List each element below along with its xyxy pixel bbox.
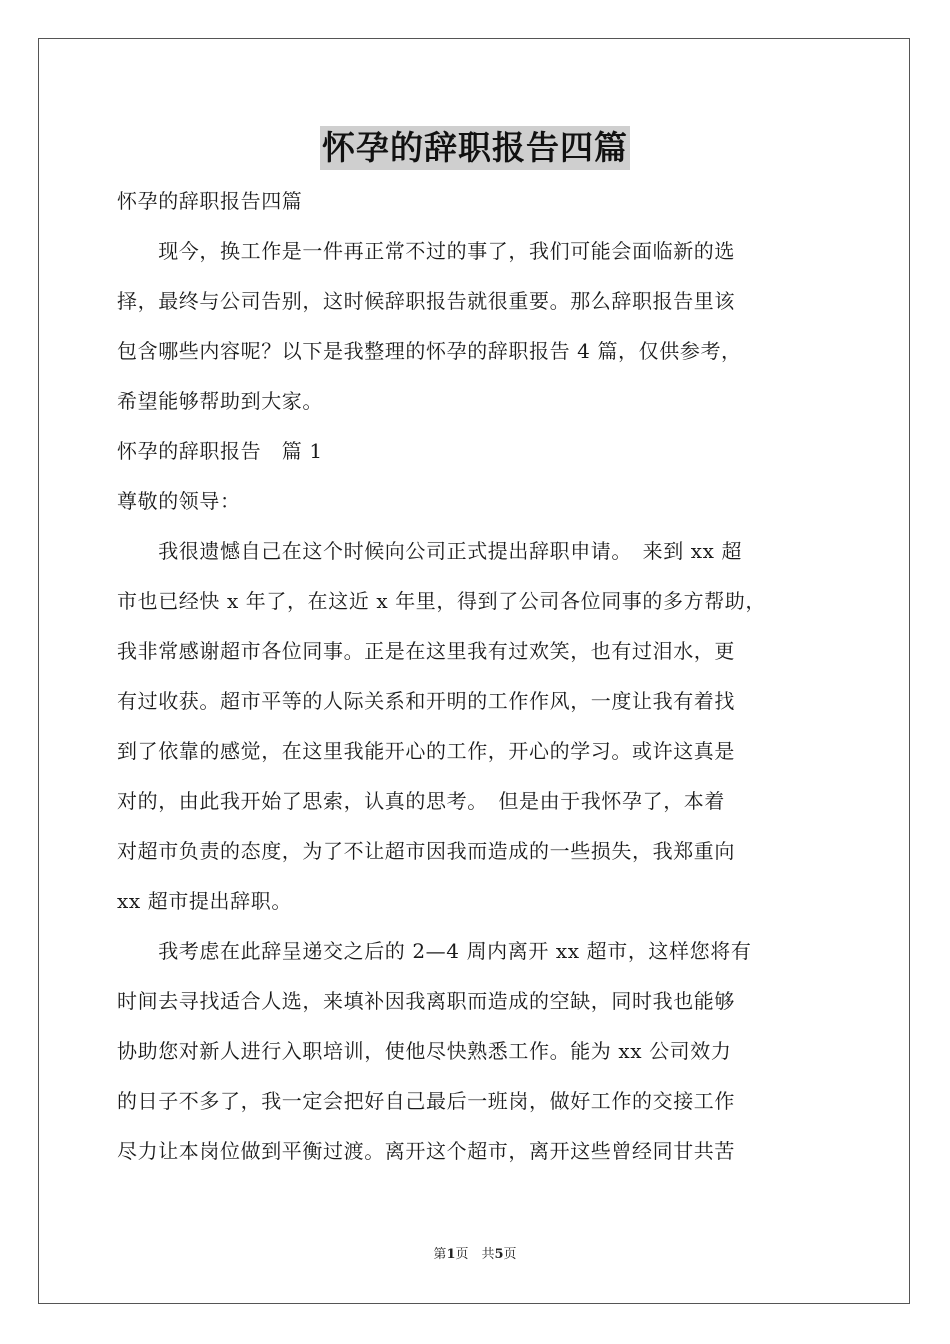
- page-current: 1: [446, 1247, 456, 1262]
- body-line: 现今，换工作是一件再正常不过的事了，我们可能会面临新的选: [117, 239, 735, 263]
- salutation: 尊敬的领导：: [117, 489, 241, 513]
- body-line: 择，最终与公司告别，这时候辞职报告就很重要。那么辞职报告里该: [117, 289, 735, 313]
- page-unit: 页 共: [455, 1247, 495, 1262]
- body-line: 协助您对新人进行入职培训，使他尽快熟悉工作。能为 xx 公司效力: [117, 1039, 732, 1063]
- page-prefix: 第: [433, 1247, 447, 1262]
- body-line: 的日子不多了，我一定会把好自己最后一班岗，做好工作的交接工作: [117, 1089, 735, 1113]
- page-suffix: 页: [503, 1247, 517, 1262]
- title-area: [0, 126, 950, 170]
- body-line: 我考虑在此辞呈递交之后的 2—4 周内离开 xx 超市，这样您将有: [117, 939, 752, 963]
- page-footer: [0, 1245, 950, 1265]
- body-line: 包含哪些内容呢？以下是我整理的怀孕的辞职报告 4 篇，仅供参考，: [117, 339, 742, 363]
- section-heading: 怀孕的辞职报告 篇 1: [117, 439, 323, 463]
- document-body: [117, 176, 833, 1176]
- body-line: 尽力让本岗位做到平衡过渡。离开这个超市，离开这些曾经同甘共苦: [117, 1139, 735, 1163]
- body-line: 我非常感谢超市各位同事。正是在这里我有过欢笑，也有过泪水，更: [117, 639, 735, 663]
- subtitle-line: 怀孕的辞职报告四篇: [117, 189, 303, 213]
- body-line: 希望能够帮助到大家。: [117, 389, 323, 413]
- body-line: 市也已经快 x 年了，在这近 x 年里，得到了公司各位同事的多方帮助，: [117, 589, 766, 613]
- page-total: 5: [494, 1247, 504, 1262]
- body-line: 我很遗憾自己在这个时候向公司正式提出辞职申请。 来到 xx 超: [117, 539, 743, 563]
- body-line: xx 超市提出辞职。: [117, 889, 292, 913]
- body-line: 对的，由此我开始了思索，认真的思考。 但是由于我怀孕了，本着: [117, 789, 725, 813]
- body-line: 到了依靠的感觉，在这里我能开心的工作，开心的学习。或许这真是: [117, 739, 735, 763]
- body-line: 有过收获。超市平等的人际关系和开明的工作作风，一度让我有着找: [117, 689, 735, 713]
- body-line: 对超市负责的态度，为了不让超市因我而造成的一些损失，我郑重向: [117, 839, 735, 863]
- document-title: 怀孕的辞职报告四篇: [320, 126, 630, 170]
- body-line: 时间去寻找适合人选，来填补因我离职而造成的空缺，同时我也能够: [117, 989, 735, 1013]
